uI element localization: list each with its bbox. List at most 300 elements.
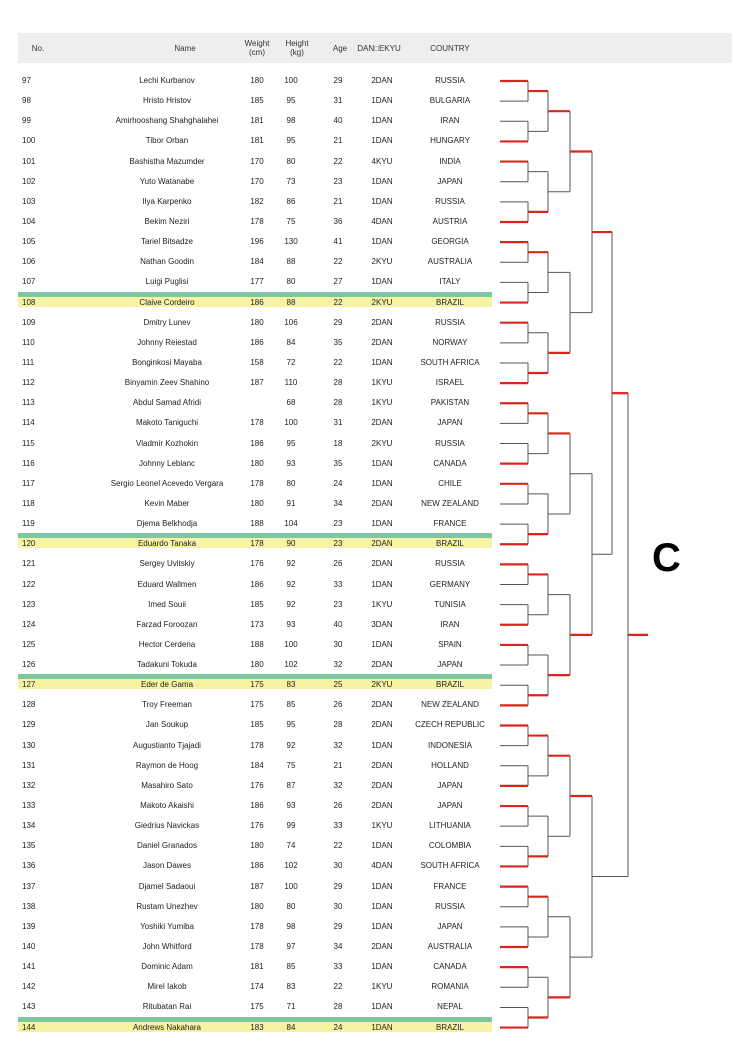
cell-height: 88 [286, 257, 296, 267]
cell-height: 110 [284, 378, 298, 388]
cell-weight: 175 [250, 1002, 264, 1012]
cell-age: 25 [333, 680, 343, 690]
cell-height: 80 [286, 156, 296, 166]
cell-dan: 2DAN [371, 700, 393, 710]
cell-height: 100 [284, 418, 298, 428]
cell-country: CHILE [438, 478, 462, 488]
cell-name: Bekim Neziri [144, 216, 190, 226]
cell-country: JAPAN [437, 660, 463, 670]
cell-dan: 2DAN [371, 559, 393, 569]
cell-weight: 188 [250, 639, 264, 649]
cell-dan: 1KYU [371, 398, 393, 408]
cell-age: 36 [333, 216, 343, 226]
cell-country: TUNISIA [434, 599, 466, 609]
cell-country: ROMANIA [431, 982, 469, 992]
cell-name: Claive Cordeiro [139, 297, 195, 307]
cell-country: IRAN [440, 619, 460, 629]
cell-age: 32 [333, 660, 343, 670]
cell-height: 83 [286, 680, 296, 690]
cell-weight: 178 [250, 921, 264, 931]
cell-age: 33 [333, 962, 343, 972]
cell-no: 135 [22, 841, 36, 851]
cell-no: 98 [22, 96, 31, 106]
cell-dan: 2DAN [371, 801, 393, 811]
cell-country: INDIA [439, 156, 461, 166]
cell-country: GEORGIA [431, 237, 469, 247]
cell-weight: 181 [250, 136, 264, 146]
cell-name: Johnny Reiestad [137, 337, 197, 347]
cell-country: FRANCE [433, 519, 467, 529]
cell-height: 100 [284, 76, 298, 85]
cell-name: Sergey Uvitskiy [139, 559, 195, 569]
cell-height: 98 [286, 116, 296, 126]
cell-no: 118 [22, 498, 35, 508]
cell-weight: 184 [250, 760, 264, 770]
cell-no: 112 [22, 378, 35, 388]
cell-no: 126 [22, 660, 36, 670]
cell-weight: 178 [250, 418, 264, 428]
cell-no: 104 [22, 216, 36, 226]
cell-no: 123 [22, 599, 36, 609]
cell-no: 116 [22, 458, 35, 468]
cell-country: JAPAN [437, 801, 463, 811]
cell-dan: 2DAN [371, 660, 393, 670]
cell-height: 88 [286, 297, 296, 307]
cell-no: 140 [22, 942, 36, 952]
cell-weight: 180 [250, 458, 264, 468]
cell-dan: 2DAN [371, 539, 393, 549]
cell-country: CANADA [433, 962, 467, 972]
cell-weight: 186 [250, 438, 264, 448]
cell-weight: 170 [250, 176, 264, 186]
header-no: No. [31, 43, 45, 53]
cell-country: RUSSIA [435, 559, 465, 569]
cell-age: 24 [333, 478, 343, 488]
cell-dan: 2DAN [371, 418, 393, 428]
cell-height: 91 [286, 498, 296, 508]
cell-age: 30 [333, 861, 343, 871]
cell-no: 114 [22, 418, 35, 428]
cell-country: BULGARIA [429, 96, 471, 106]
cell-dan: 2DAN [371, 942, 393, 952]
cell-weight: 186 [250, 337, 264, 347]
cell-age: 30 [333, 901, 343, 911]
cell-name: Ritubatan Rai [142, 1002, 192, 1012]
cell-name: Masahiro Sato [141, 780, 193, 790]
cell-name: Eduardo Tanaka [137, 539, 197, 549]
cell-no: 124 [22, 619, 36, 629]
cell-age: 29 [333, 76, 343, 85]
cell-height: 99 [286, 821, 296, 831]
cell-name: Farzad Foroozan [136, 619, 198, 629]
cell-dan: 1KYU [371, 378, 393, 388]
cell-weight: 180 [250, 76, 264, 85]
cell-age: 29 [333, 317, 343, 327]
cell-height: 95 [286, 136, 296, 146]
cell-height: 85 [286, 700, 296, 710]
cell-height: 92 [286, 579, 296, 589]
cell-age: 22 [333, 357, 343, 367]
cell-weight: 178 [250, 539, 264, 549]
cell-height: 92 [286, 599, 296, 609]
cell-name: Sergio Leonel Acevedo Vergara [110, 478, 224, 488]
cell-no: 102 [22, 176, 36, 186]
cell-weight: 178 [250, 216, 264, 226]
cell-weight: 180 [250, 498, 264, 508]
cell-country: NEPAL [437, 1002, 463, 1012]
cell-no: 108 [22, 297, 36, 307]
cell-age: 23 [333, 519, 343, 529]
cell-dan: 1KYU [371, 599, 393, 609]
cell-name: Bashistha Mazumder [129, 156, 205, 166]
cell-weight: 185 [250, 720, 264, 730]
cell-dan: 1DAN [371, 841, 393, 851]
cell-age: 29 [333, 881, 343, 891]
cell-country: SOUTH AFRICA [420, 861, 480, 871]
cell-name: Jan Soukup [145, 720, 189, 730]
cell-height: 130 [284, 237, 298, 247]
cell-name: Djamel Sadaoui [138, 881, 196, 891]
cell-no: 129 [22, 720, 36, 730]
cell-age: 34 [333, 498, 343, 508]
cell-age: 24 [333, 1022, 343, 1032]
cell-weight: 180 [250, 317, 264, 327]
cell-age: 22 [333, 841, 343, 851]
cell-name: Mirel Iakob [147, 982, 187, 992]
cell-height: 80 [286, 478, 296, 488]
cell-name: Tadakuni Tokuda [137, 660, 197, 670]
cell-age: 26 [333, 801, 343, 811]
cell-dan: 1DAN [371, 116, 393, 126]
cell-dan: 4KYU [371, 156, 393, 166]
cell-no: 134 [22, 821, 36, 831]
cell-age: 23 [333, 599, 343, 609]
cell-dan: 2KYU [371, 680, 393, 690]
cell-dan: 4DAN [371, 216, 393, 226]
cell-weight: 175 [250, 700, 264, 710]
cell-age: 40 [333, 619, 343, 629]
cell-age: 28 [333, 398, 343, 408]
cell-name: Giedrius Navickas [134, 821, 200, 831]
cell-country: INDONESIA [427, 740, 472, 750]
cell-no: 107 [22, 277, 36, 287]
cell-height: 75 [286, 760, 296, 770]
cell-name: Raymon de Hoog [135, 760, 199, 770]
cell-name: Amirhooshang Shahghalahei [115, 116, 219, 126]
cell-no: 119 [22, 519, 35, 529]
cell-no: 128 [22, 700, 36, 710]
cell-weight: 185 [250, 96, 264, 106]
cell-name: Daniel Granados [136, 841, 198, 851]
cell-age: 22 [333, 156, 343, 166]
cell-age: 41 [333, 237, 343, 247]
cell-dan: 2DAN [371, 760, 393, 770]
cell-age: 22 [333, 982, 343, 992]
cell-weight: 175 [250, 680, 264, 690]
cell-country: RUSSIA [435, 196, 465, 206]
cell-dan: 1DAN [371, 96, 393, 106]
cell-no: 130 [22, 740, 36, 750]
cell-country: JAPAN [437, 418, 463, 428]
cell-height: 71 [286, 1002, 296, 1012]
cell-name: Eder de Gama [140, 680, 194, 690]
cell-no: 120 [22, 539, 36, 549]
cell-dan: 1DAN [371, 901, 393, 911]
cell-no: 136 [22, 861, 36, 871]
cell-name: Bonginkosi Mayaba [132, 357, 202, 367]
cell-country: JAPAN [437, 176, 463, 186]
cell-age: 22 [333, 257, 343, 267]
cell-no: 110 [22, 337, 35, 347]
cell-age: 31 [333, 96, 343, 106]
cell-age: 22 [333, 297, 343, 307]
cell-name: Jason Dawes [142, 861, 192, 871]
header-weight: Weight (cm) [244, 39, 270, 57]
header-dan: DAN□EKYU [357, 43, 401, 53]
cell-country: NEW ZEALAND [421, 498, 479, 508]
cell-dan: 2DAN [371, 780, 393, 790]
header-height: Height (kg) [285, 39, 309, 57]
cell-no: 105 [22, 237, 36, 247]
cell-country: BRAZIL [435, 539, 464, 549]
cell-height: 104 [284, 519, 298, 529]
cell-weight: 178 [250, 942, 264, 952]
cell-dan: 1KYU [371, 982, 393, 992]
cell-weight: 178 [250, 740, 264, 750]
cell-name: Troy Freeman [142, 700, 192, 710]
cell-no: 113 [22, 398, 35, 408]
cell-name: Kevin Maber [144, 498, 190, 508]
cell-dan: 2KYU [371, 297, 393, 307]
cell-no: 133 [22, 801, 36, 811]
cell-country: HUNGARY [430, 136, 470, 146]
cell-dan: 1DAN [371, 176, 393, 186]
cell-weight: 158 [250, 357, 264, 367]
cell-name: Tibor Orban [145, 136, 189, 146]
cell-age: 21 [333, 760, 343, 770]
cell-country: AUSTRALIA [427, 257, 473, 267]
cell-name: Luigi Puglisi [145, 277, 189, 287]
cell-height: 102 [284, 660, 298, 670]
cell-name: Lechi Kurbanov [139, 76, 195, 85]
cell-height: 93 [286, 619, 296, 629]
cell-age: 31 [333, 418, 343, 428]
cell-no: 127 [22, 680, 36, 690]
cell-country: RUSSIA [435, 901, 465, 911]
cell-height: 93 [286, 801, 296, 811]
cell-dan: 2DAN [371, 317, 393, 327]
cell-dan: 2DAN [371, 720, 393, 730]
cell-weight: 173 [250, 619, 264, 629]
cell-age: 26 [333, 559, 343, 569]
cell-name: Eduard Wallmen [137, 579, 197, 589]
cell-weight: 181 [250, 962, 264, 972]
cell-dan: 2KYU [371, 438, 393, 448]
cell-height: 87 [286, 780, 296, 790]
cell-no: 97 [22, 76, 31, 85]
cell-weight: 187 [250, 881, 264, 891]
cell-age: 21 [333, 196, 343, 206]
cell-no: 142 [22, 982, 36, 992]
cell-weight: 178 [250, 478, 264, 488]
cell-no: 125 [22, 639, 36, 649]
cell-height: 98 [286, 921, 296, 931]
cell-weight: 181 [250, 116, 264, 126]
cell-name: Ilya Karpenko [142, 196, 192, 206]
cell-height: 102 [284, 861, 298, 871]
cell-country: IRAN [440, 116, 460, 126]
cell-dan: 1DAN [371, 1002, 393, 1012]
cell-height: 93 [286, 458, 296, 468]
cell-height: 95 [286, 720, 296, 730]
cell-height: 100 [284, 881, 298, 891]
cell-country: NEW ZEALAND [421, 700, 479, 710]
cell-height: 90 [286, 539, 296, 549]
cell-age: 34 [333, 942, 343, 952]
cell-no: 131 [22, 760, 36, 770]
cell-dan: 1DAN [371, 136, 393, 146]
cell-age: 23 [333, 176, 343, 186]
cell-height: 80 [286, 901, 296, 911]
cell-dan: 1DAN [371, 881, 393, 891]
cell-name: Tariel Bitsadze [140, 237, 194, 247]
cell-country: JAPAN [437, 921, 463, 931]
cell-height: 86 [286, 196, 296, 206]
cell-dan: 2DAN [371, 498, 393, 508]
cell-dan: 1DAN [371, 1022, 393, 1032]
cell-country: BRAZIL [435, 1022, 464, 1032]
cell-age: 28 [333, 720, 343, 730]
cell-name: Johnny Leblanc [138, 458, 196, 468]
cell-country: ITALY [439, 277, 461, 287]
cell-no: 106 [22, 257, 36, 267]
cell-dan: 3DAN [371, 619, 393, 629]
cell-name: Augustianto Tjajadi [133, 740, 201, 750]
cell-weight: 186 [250, 579, 264, 589]
cell-no: 138 [22, 901, 36, 911]
cell-dan: 1DAN [371, 740, 393, 750]
cell-name: Yuto Watanabe [139, 176, 195, 186]
cell-name: Binyamin Zeev Shahino [124, 378, 210, 388]
cell-no: 103 [22, 196, 36, 206]
cell-age: 28 [333, 378, 343, 388]
cell-age: 32 [333, 780, 343, 790]
cell-weight: 188 [250, 519, 264, 529]
cell-age: 29 [333, 921, 343, 931]
cell-country: BRAZIL [435, 680, 464, 690]
cell-height: 75 [286, 216, 296, 226]
cell-country: JAPAN [437, 780, 463, 790]
cell-country: SOUTH AFRICA [420, 357, 480, 367]
cell-age: 28 [333, 1002, 343, 1012]
cell-country: PAKISTAN [430, 398, 470, 408]
cell-weight: 186 [250, 801, 264, 811]
cell-name: Vladmir Kozhokin [135, 438, 199, 448]
cell-name: Makoto Akaishi [140, 801, 194, 811]
cell-weight: 177 [250, 277, 264, 287]
cell-weight: 186 [250, 861, 264, 871]
cell-no: 101 [22, 156, 36, 166]
cell-no: 122 [22, 579, 36, 589]
cell-no: 117 [22, 478, 35, 488]
cell-age: 40 [333, 116, 343, 126]
cell-height: 92 [286, 740, 296, 750]
cell-name: John Whitford [142, 942, 192, 952]
cell-height: 72 [286, 357, 296, 367]
cell-dan: 1DAN [371, 478, 393, 488]
cell-dan: 2KYU [371, 257, 393, 267]
cell-country: RUSSIA [435, 76, 465, 85]
cell-dan: 2DAN [371, 76, 393, 85]
cell-name: Nathan Goodin [140, 257, 194, 267]
cell-weight: 185 [250, 599, 264, 609]
cell-dan: 1DAN [371, 237, 393, 247]
cell-age: 32 [333, 740, 343, 750]
cell-dan: 1DAN [371, 357, 393, 367]
cell-name: Dominic Adam [141, 962, 193, 972]
cell-country: CZECH REPUBLIC [415, 720, 485, 730]
cell-dan: 1DAN [371, 962, 393, 972]
cell-name: Djema Belkhodja [136, 519, 198, 529]
cell-weight: 186 [250, 297, 264, 307]
header-name: Name [174, 43, 196, 53]
cell-country: LITHUANIA [429, 821, 471, 831]
cell-country: RUSSIA [435, 438, 465, 448]
cell-weight: 187 [250, 378, 264, 388]
header-age: Age [332, 43, 348, 53]
cell-height: 74 [286, 841, 296, 851]
cell-country: GERMANY [429, 579, 471, 589]
cell-country: FRANCE [433, 881, 467, 891]
cell-name: Andrews Nakahara [132, 1022, 202, 1032]
cell-no: 137 [22, 881, 36, 891]
cell-height: 83 [286, 982, 296, 992]
cell-age: 27 [333, 277, 343, 287]
cell-country: BRAZIL [435, 297, 464, 307]
cell-age: 26 [333, 700, 343, 710]
cell-age: 23 [333, 539, 343, 549]
cell-no: 111 [22, 357, 35, 367]
cell-height: 95 [286, 96, 296, 106]
cell-height: 73 [286, 176, 296, 186]
cell-height: 85 [286, 962, 296, 972]
cell-height: 106 [284, 317, 298, 327]
cell-dan: 1DAN [371, 639, 393, 649]
cell-country: AUSTRIA [432, 216, 468, 226]
cell-country: AUSTRALIA [427, 942, 473, 952]
cell-age: 30 [333, 639, 343, 649]
cell-height: 84 [286, 1022, 296, 1032]
cell-weight: 180 [250, 901, 264, 911]
cell-no: 139 [22, 921, 36, 931]
cell-no: 115 [22, 438, 35, 448]
cell-country: RUSSIA [435, 317, 465, 327]
cell-height: 100 [284, 639, 298, 649]
cell-name: Rustam Unezhev [136, 901, 198, 911]
cell-dan: 1DAN [371, 196, 393, 206]
cell-dan: 1DAN [371, 519, 393, 529]
cell-age: 33 [333, 821, 343, 831]
cell-country: CANADA [433, 458, 467, 468]
cell-country: ISRAEL [435, 378, 465, 388]
cell-no: 99 [22, 116, 31, 126]
cell-age: 35 [333, 458, 343, 468]
cell-height: 68 [286, 398, 296, 408]
header-country: COUNTRY [430, 43, 470, 53]
cell-weight: 176 [250, 821, 264, 831]
cell-height: 84 [286, 337, 296, 347]
cell-height: 92 [286, 559, 296, 569]
